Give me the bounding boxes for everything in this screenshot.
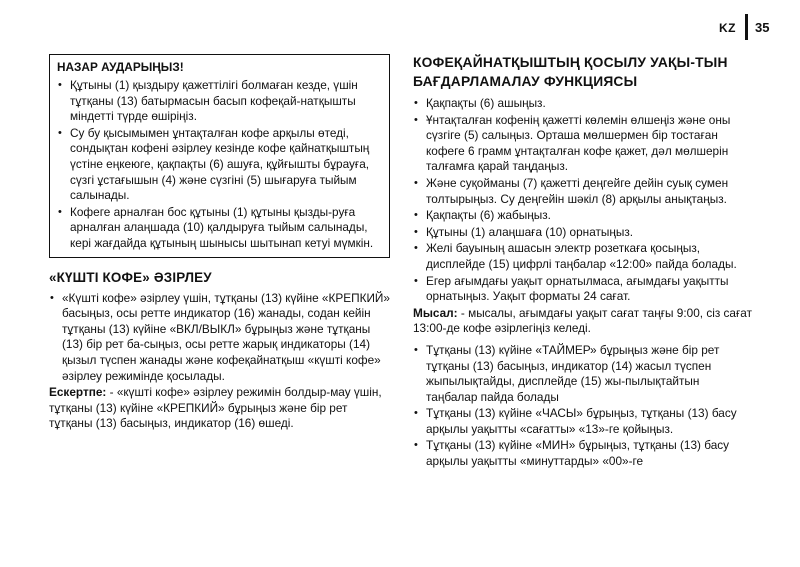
list-item (413, 343, 753, 405)
list-item (413, 113, 753, 175)
header-divider (745, 14, 748, 40)
list-item-text: Тұтқаны (13) күйіне «ЧАСЫ» бұрыңыз, тұтқаны (13) басу арқылы уақытты «сағатты» «13»-ге қойыңыз. (426, 406, 737, 436)
bullet-icon: • (414, 274, 418, 287)
left-column (49, 54, 391, 432)
list-item-text: Желі бауының ашасын электр розеткаға қосыңыз, дисплейде (15) цифрлі таңбалар «12:00» пайда болады. (426, 241, 737, 271)
list-item-text: Кофеге арналған бос құтыны (1) құтыны қызды-руға арналған алаңшада (10) қалдыруға тыйым салынады, кері жағдайда құтының шынысы шытынап кетуі мүмкін. (70, 204, 374, 250)
bullet-icon: • (58, 79, 62, 91)
bullet-icon: • (50, 291, 54, 304)
bullet-icon: • (414, 343, 418, 356)
list-item (413, 176, 753, 207)
warning-list (57, 78, 381, 252)
note-label: Ескертпе: (49, 385, 107, 400)
strong-coffee-list (49, 291, 391, 385)
list-item-text: Тұтқаны (13) күйіне «ТАЙМЕР» бұрыңыз және бір рет тұтқаны (13) басыңыз, индикатор (14) жасыл түспен жыпылықтайды, дисплейде (15) жы-пылықтайтын таңбалар пайда болады (426, 342, 720, 404)
list-item (413, 96, 753, 112)
example-paragraph (413, 306, 753, 337)
list-item (57, 78, 381, 125)
warning-title: НАЗАР АУДАРЫҢЫЗ! (57, 60, 184, 74)
page-number: 35 (755, 20, 770, 35)
list-item (413, 241, 753, 272)
bullet-icon: • (414, 439, 418, 452)
note-text: - «күшті кофе» әзірлеу режимін болдыр-мау үшін, тұтқаны (13) күйіне «КРЕПКИЙ» бұрыңыз және бір рет тұтқаны (13) басыңыз, индикатор (16) өшеді. (49, 385, 382, 431)
list-item-text: Құтыны (1) қыздыру қажеттілігі болмаған кезде, үшін тұтқаны (13) батырмасын басып кофеқай-натқышты міндетті түрде өшіріңіз. (70, 78, 358, 124)
list-item-text: Ұнтақталған кофенің қажетті көлемін өлшеңіз және оны сүзгіге (5) салыңыз. Орташа мөлшермен бір тостаған кофеге 6 грамм ұнтақталған кофе қажет, дәл мөлшерін талғамға қарай таңдаңыз. (426, 112, 731, 174)
bullet-icon: • (414, 209, 418, 222)
bullet-icon: • (58, 205, 62, 218)
list-item (49, 291, 391, 385)
programming-list-continued (413, 343, 753, 470)
bullet-icon: • (414, 97, 418, 109)
list-item (413, 274, 753, 305)
bullet-icon: • (414, 242, 418, 255)
bullet-icon: • (414, 407, 418, 420)
list-item-text: «Күшті кофе» әзірлеу үшін, тұтқаны (13) күйіне «КРЕПКИЙ» басыңыз, осы ретте индикатор (16) жанады, содан кейін тұтқаны (13) күйіне «ВКЛ/ВЫКЛ» бұрыңыз және тұтқаны (13) бір рет ба-сыңыз, осы ретте жарық индикаторы (14) қызыл түспен жанады және кофеқайнатқыш «күшті кофе» әзірлеу режимінде қосылады. (62, 290, 390, 383)
list-item (413, 225, 753, 241)
bullet-icon: • (414, 176, 418, 189)
example-label: Мысал: (413, 305, 458, 320)
list-item (57, 205, 381, 252)
list-item-text: Құтыны (1) алаңшаға (10) орнатыңыз. (426, 224, 634, 239)
list-item-text: Егер ағымдағы уақыт орнатылмаса, ағымдағы уақытты орнатыңыз. Уақыт форматы 24 сағат. (426, 273, 729, 304)
note-paragraph (49, 385, 391, 432)
list-item (57, 126, 381, 204)
list-item (413, 438, 753, 469)
list-item-text: Қақпақты (6) жабыңыз. (426, 208, 551, 223)
section-title-programming: КОФЕҚАЙНАТҚЫШТЫҢ ҚОСЫЛУ УАҚЫ-ТЫН БАҒДАРЛАМАЛАУ ФУНКЦИЯСЫ (413, 55, 728, 89)
bullet-icon: • (414, 225, 418, 238)
example-text: - мысалы, ағымдағы уақыт сағат таңғы 9:00, сіз сағат 13:00-де кофе әзірлегіңіз келеді. (413, 305, 752, 336)
section-title-strong-coffee: «КҮШТІ КОФЕ» ӘЗІРЛЕУ (49, 269, 212, 285)
language-code: KZ (719, 21, 736, 35)
right-column (413, 54, 753, 471)
list-item-text: Су бу қысымымен ұнтақталған кофе арқылы өтеді, сондықтан кофені әзірлеу кезінде кофе қайнатқыштың үстіне еңкеюге, қақпақты (6) ашуға, құйғышты бұрауға, сүзгі ұстағышын (4) және сүзгіні (5) шығаруға тыйым салынады. (70, 125, 370, 203)
list-item-text: Және суқойманы (7) қажетті деңгейге дейін суық сумен толтырыңыз. Су деңгейін шәкіл (8) арқылы анықтаңыз. (426, 175, 729, 206)
list-item-text: Тұтқаны (13) күйіне «МИН» бұрыңыз, тұтқаны (13) басу арқылы уақытты «минуттарды» «00»-ге (426, 438, 730, 469)
list-item (413, 406, 753, 437)
programming-list (413, 96, 753, 305)
bullet-icon: • (58, 126, 62, 139)
bullet-icon: • (414, 113, 418, 126)
list-item-text: Қақпақты (6) ашыңыз. (426, 96, 546, 110)
warning-box (49, 54, 390, 258)
list-item (413, 208, 753, 224)
